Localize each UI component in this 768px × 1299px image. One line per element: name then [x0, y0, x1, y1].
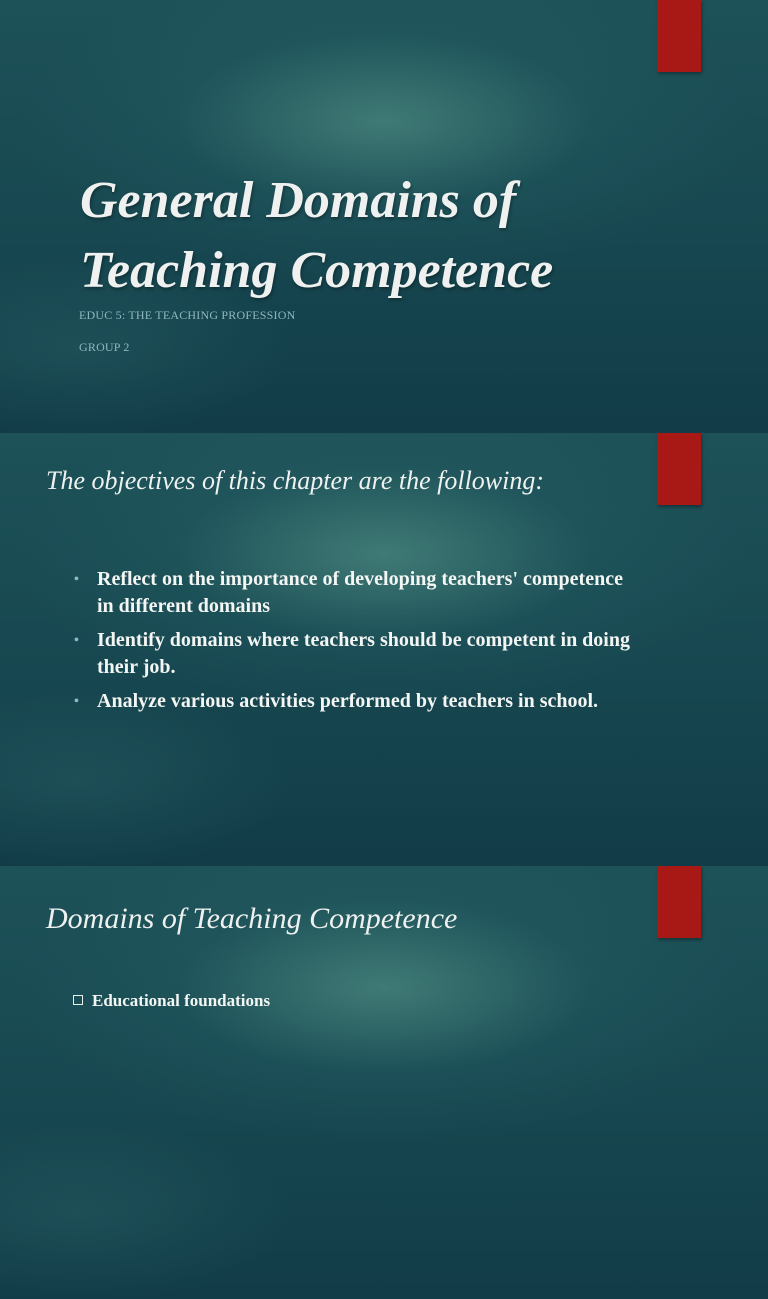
bullet-icon: •: [74, 572, 79, 587]
objectives-heading: The objectives of this chapter are the following:: [46, 466, 545, 495]
group-label: GROUP 2: [79, 340, 130, 354]
accent-bar: [657, 0, 701, 72]
list-item: [74, 566, 634, 620]
list-item-text: Identify domains where teachers should be competent in doing their job.: [97, 629, 630, 678]
slide-domains: [0, 866, 768, 1299]
domains-list: [72, 990, 270, 1012]
course-subtitle: EDUC 5: THE TEACHING PROFESSION: [79, 308, 296, 322]
slide-title: [0, 0, 768, 433]
bullet-icon: •: [74, 694, 79, 709]
checkbox-square-icon: [73, 995, 83, 1005]
list-item-text: Analyze various activities performed by teachers in school.: [97, 690, 599, 712]
list-item-text: Educational foundations: [92, 991, 271, 1010]
list-item: [74, 627, 634, 681]
objectives-list: [74, 566, 634, 722]
domains-heading: Domains of Teaching Competence: [46, 902, 458, 935]
list-item-text: Reflect on the importance of developing teachers' competence in different domains: [97, 568, 623, 617]
slide-objectives: [0, 433, 768, 866]
accent-bar: [657, 433, 701, 505]
slide-title-heading: General Domains of Teaching Competence: [80, 172, 554, 299]
list-item: [74, 688, 634, 715]
list-item: [72, 990, 270, 1012]
accent-bar: [657, 866, 701, 938]
bullet-icon: •: [74, 633, 79, 648]
